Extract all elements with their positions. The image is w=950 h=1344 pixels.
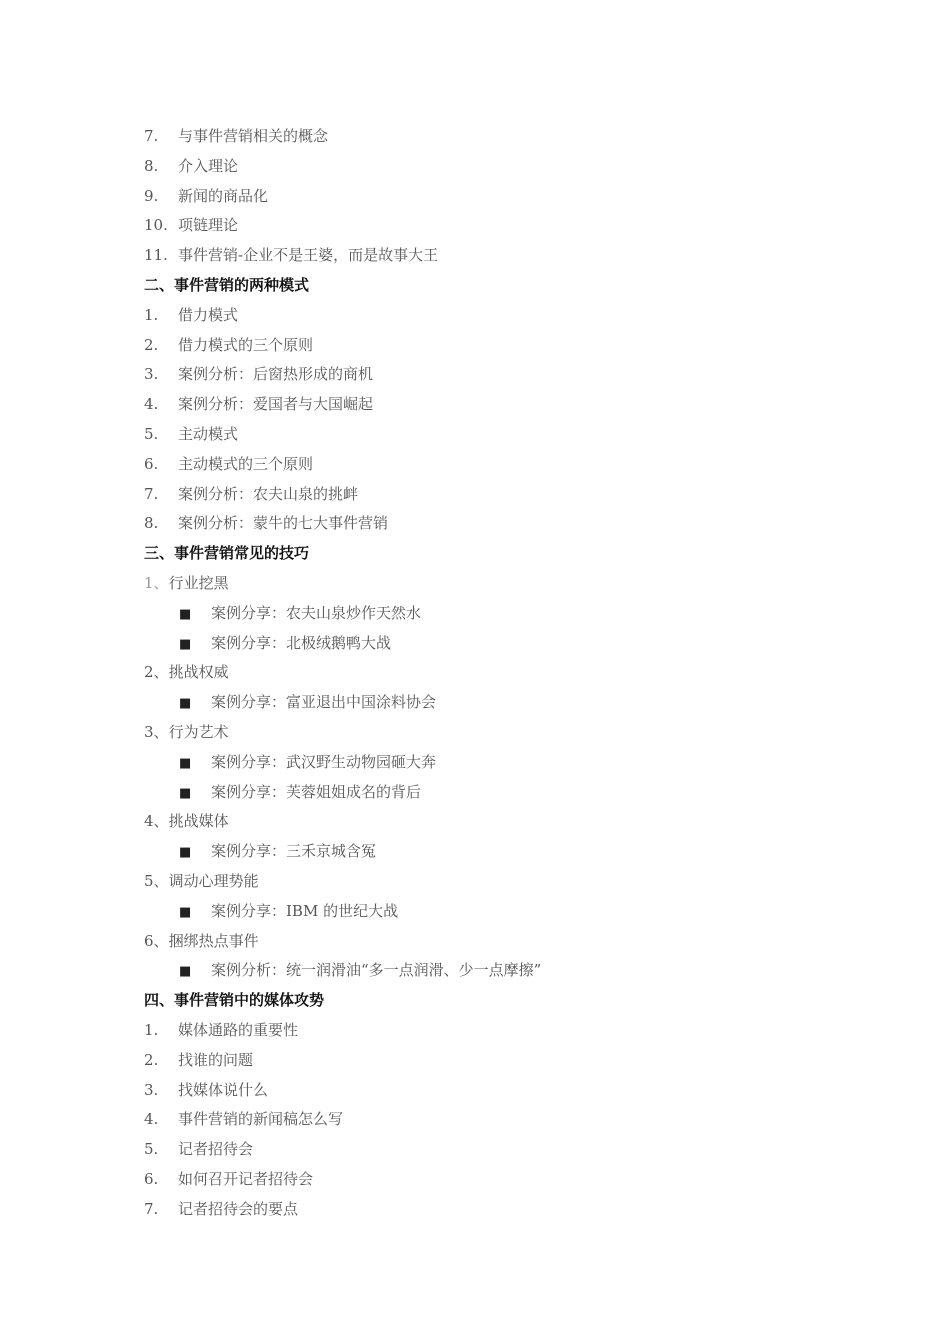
technique-separator: 、 — [153, 871, 169, 890]
technique-heading — [144, 718, 844, 748]
technique-title: 挑战权威 — [168, 663, 229, 682]
item-text: 案例分析：农夫山泉的挑衅 — [178, 484, 359, 503]
technique-heading — [144, 807, 844, 837]
technique-number: 4 — [144, 812, 154, 831]
bullet-square-icon: ■ — [179, 606, 192, 622]
item-text: 案例分析：蒙牛的七大事件营销 — [178, 514, 389, 533]
item-number: 2. — [144, 335, 159, 354]
technique-number: 3 — [144, 722, 154, 741]
bullet-square-icon: ■ — [179, 755, 192, 771]
case-text: 案例分享：富亚退出中国涂料协会 — [211, 693, 437, 712]
bullet-square-icon: ■ — [179, 785, 192, 801]
item-text: 如何召开记者招待会 — [178, 1169, 314, 1188]
list-item — [144, 211, 844, 241]
item-text: 找媒体说什么 — [178, 1080, 269, 1099]
list-item — [144, 420, 844, 450]
case-text: 案例分析：统一润滑油“多一点润滑、少一点摩擦” — [211, 961, 542, 980]
item-number: 3. — [144, 365, 159, 384]
item-text: 找谁的问题 — [178, 1050, 254, 1069]
technique-separator: 、 — [153, 663, 169, 682]
list-item — [144, 301, 844, 331]
case-item — [144, 956, 844, 986]
list-item — [144, 1046, 844, 1076]
item-number: 4. — [144, 395, 159, 414]
item-number: 7. — [144, 1199, 159, 1218]
technique-separator: 、 — [153, 812, 169, 831]
technique-number: 2 — [144, 663, 154, 682]
technique-separator: 、 — [153, 722, 169, 741]
list-item — [144, 241, 844, 271]
item-number: 4. — [144, 1110, 159, 1129]
item-text: 介入理论 — [178, 156, 239, 175]
list-item — [144, 1016, 844, 1046]
case-item — [144, 837, 844, 867]
technique-title: 挑战媒体 — [168, 812, 229, 831]
case-item — [144, 599, 844, 629]
item-number: 5. — [144, 1140, 159, 1159]
item-number: 5. — [144, 424, 159, 443]
item-number: 6. — [144, 1169, 159, 1188]
bullet-square-icon: ■ — [179, 636, 192, 652]
case-item — [144, 897, 844, 927]
section-heading: 四、事件营销中的媒体攻势 — [144, 991, 325, 1010]
technique-title: 调动心理势能 — [168, 871, 259, 890]
list-item — [144, 1076, 844, 1106]
item-text: 媒体通路的重要性 — [178, 1020, 299, 1039]
technique-heading — [144, 927, 844, 957]
technique-title: 行业挖黑 — [168, 573, 229, 592]
technique-number: 1 — [144, 573, 154, 592]
technique-separator: 、 — [153, 573, 169, 592]
case-text: 案例分享：武汉野生动物园砸大奔 — [211, 752, 437, 771]
list-item — [144, 1165, 844, 1195]
list-item — [144, 152, 844, 182]
item-number: 9. — [144, 186, 159, 205]
item-text: 借力模式 — [178, 305, 239, 324]
item-number: 11. — [144, 246, 168, 265]
list-item — [144, 450, 844, 480]
list-item — [144, 1195, 844, 1225]
technique-title: 行为艺术 — [168, 722, 229, 741]
item-number: 7. — [144, 127, 159, 145]
item-text: 主动模式 — [178, 424, 239, 443]
case-text: 案例分享：芙蓉姐姐成名的背后 — [211, 782, 422, 801]
item-text: 事件营销-企业不是王婆，而是故事大王 — [178, 246, 439, 265]
item-text: 新闻的商品化 — [178, 186, 269, 205]
list-item — [144, 480, 844, 510]
item-number: 7. — [144, 484, 159, 503]
item-text: 借力模式的三个原则 — [178, 335, 314, 354]
case-text: 案例分享：农夫山泉炒作天然水 — [211, 603, 422, 622]
list-item — [144, 182, 844, 212]
case-item — [144, 748, 844, 778]
technique-number: 5 — [144, 871, 154, 890]
item-number: 2. — [144, 1050, 159, 1069]
technique-number: 6 — [144, 931, 154, 950]
item-number: 3. — [144, 1080, 159, 1099]
case-text: 案例分享：IBM 的世纪大战 — [211, 901, 399, 920]
technique-title: 捆绑热点事件 — [168, 931, 259, 950]
item-number: 8. — [144, 514, 159, 533]
item-number: 10. — [144, 216, 168, 235]
bullet-square-icon: ■ — [179, 696, 192, 712]
item-text: 案例分析：爱国者与大国崛起 — [178, 395, 374, 414]
bullet-square-icon: ■ — [179, 964, 192, 980]
item-number: 6. — [144, 454, 159, 473]
list-item — [144, 1105, 844, 1135]
item-number: 1. — [144, 305, 159, 324]
list-item — [144, 331, 844, 361]
case-text: 案例分享：北极绒鹅鸭大战 — [211, 633, 392, 652]
list-item — [144, 1135, 844, 1165]
technique-separator: 、 — [153, 931, 169, 950]
technique-heading — [144, 867, 844, 897]
list-item — [144, 122, 844, 152]
list-item — [144, 390, 844, 420]
item-text: 项链理论 — [178, 216, 239, 235]
technique-heading — [144, 658, 844, 688]
item-number: 1. — [144, 1020, 159, 1039]
case-item — [144, 688, 844, 718]
item-number: 8. — [144, 156, 159, 175]
bullet-square-icon: ■ — [179, 845, 192, 861]
item-text: 主动模式的三个原则 — [178, 454, 314, 473]
case-text: 案例分享：三禾京城含冤 — [211, 842, 377, 861]
case-item — [144, 778, 844, 808]
item-text: 事件营销的新闻稿怎么写 — [178, 1110, 344, 1129]
section-heading: 三、事件营销常见的技巧 — [144, 544, 310, 563]
item-text: 记者招待会的要点 — [178, 1199, 299, 1218]
technique-heading — [144, 569, 844, 599]
case-item — [144, 629, 844, 659]
item-text: 与事件营销相关的概念 — [178, 127, 329, 145]
bullet-square-icon: ■ — [179, 904, 192, 920]
list-item — [144, 360, 844, 390]
item-text: 记者招待会 — [178, 1140, 254, 1159]
document-content — [144, 122, 844, 1224]
section-heading: 二、事件营销的两种模式 — [144, 275, 310, 294]
item-text: 案例分析：后窗热形成的商机 — [178, 365, 374, 384]
list-item — [144, 509, 844, 539]
